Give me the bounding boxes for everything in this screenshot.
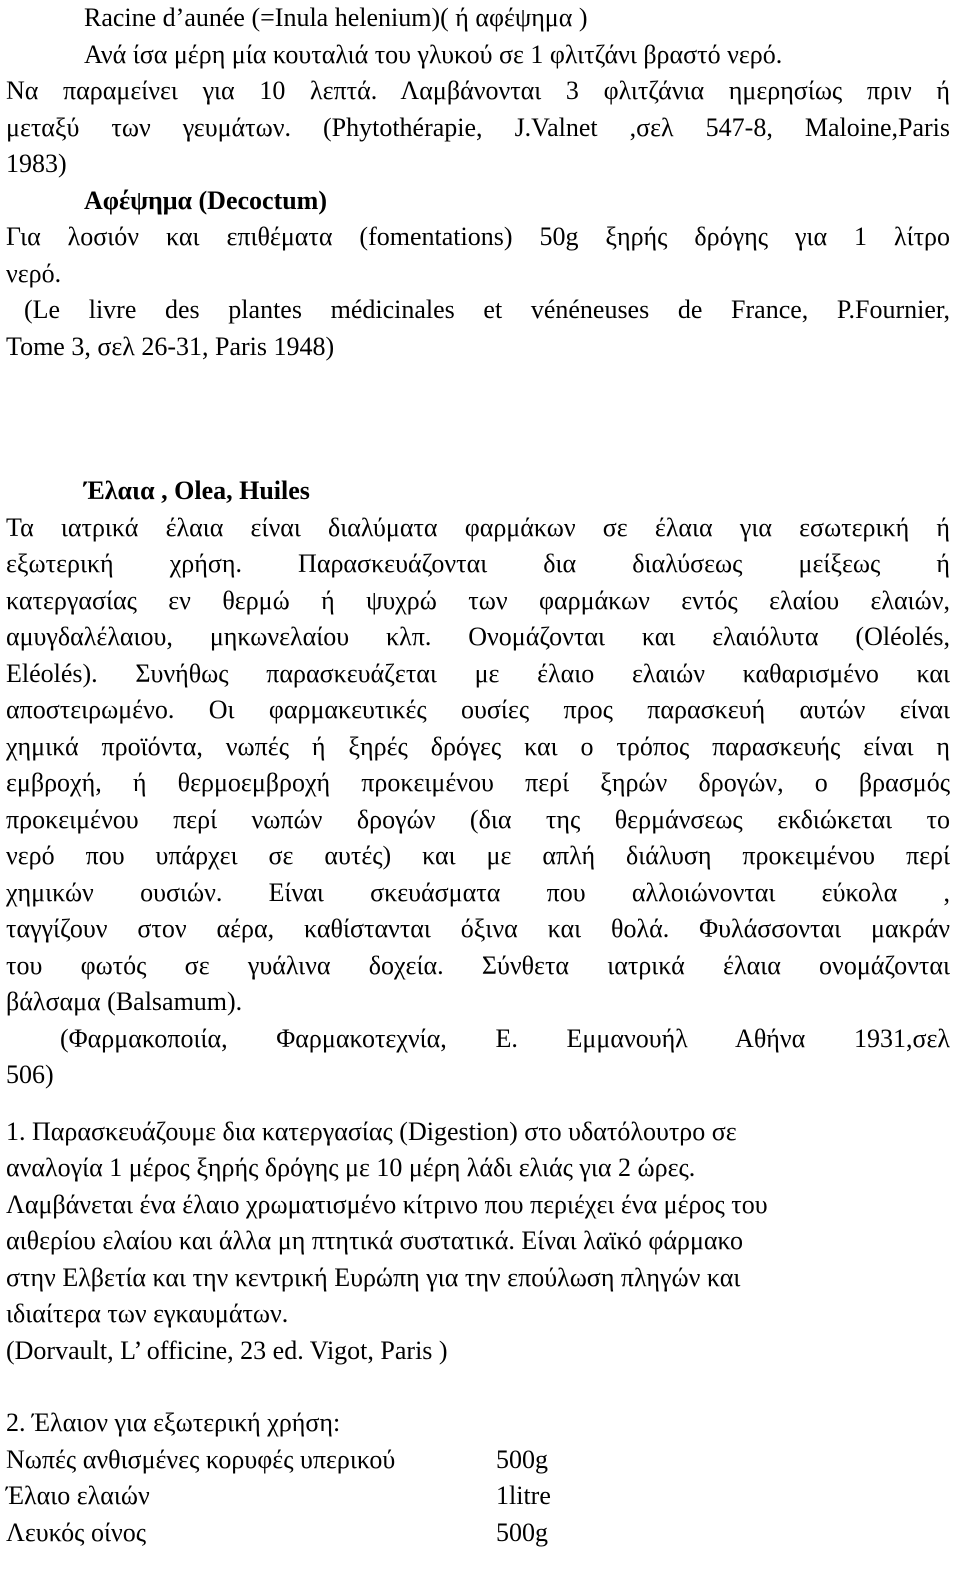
section2-line: (Le livre des plantes médicinales et vénéneuses de France, P.Fournier,: [24, 295, 950, 324]
section2-line: Tome 3, σελ 26-31, Paris 1948): [6, 331, 335, 361]
item1-line: αιθερίου ελαίου και άλλα μη πτητικά συστατικά. Είναι λαϊκό φάρμακο: [6, 1226, 744, 1255]
section1-line: Ανά ίσα μέρη μία κουταλιά του γλυκού σε 1 φλιτζάνι βραστό νερό.: [84, 39, 783, 69]
section3-line: εξωτερική χρήση. Παρασκευάζονται δια διαλύσεως μείξεως ή: [6, 549, 950, 578]
section3-title: Έλαια , Olea, Huiles: [84, 476, 310, 505]
section3-last-line: βάλσαμα (Balsamum).: [6, 987, 243, 1016]
ingredient-row: [6, 1442, 950, 1479]
section3-line: ταγγίζουν στον αέρα, καθίστανται όξινα και θολά. Φυλάσσονται μακράν: [6, 914, 950, 943]
ingredient-name: Νωπές ανθισμένες κορυφές υπερικού: [6, 1444, 396, 1474]
section2-line: Για λοσιόν και επιθέματα (fomentations) 50g ξηρής δρόγης για 1 λίτρο: [6, 222, 950, 251]
ingredient-qty: 500g: [496, 1444, 548, 1474]
section3-line: κατεργασίας εν θερμώ ή ψυχρώ των φαρμάκων εντός ελαίου ελαιών,: [6, 585, 950, 615]
ingredient-qty: 1litre: [496, 1481, 551, 1510]
section3-line: χημικών ουσιών. Είναι σκευάσματα που αλλοιώνονται εύκολα ,: [6, 877, 950, 907]
item2-title: 2. Έλαιον για εξωτερική χρήση:: [6, 1408, 341, 1437]
section1-heading: Racine d’aunée (=Inula helenium)( ή αφέψημα ): [84, 3, 588, 32]
ingredient-name: Λευκός οίνος: [6, 1517, 147, 1547]
section3-line: του φωτός σε γυάλινα δοχεία. Σύνθετα ιατρικά έλαια ονομάζονται: [6, 950, 950, 980]
document-page: [6, 0, 950, 1551]
section3-line: νερό που υπάρχει σε αυτές) και με απλή διάλυση προκειμένου περί: [6, 841, 950, 870]
section3-line: Eléolés). Συνήθως παρασκευάζεται με έλαιο ελαιών καθαρισμένο και: [6, 658, 950, 688]
section3-line: αμυγδαλέλαιου, μηκωνελαίου κλπ. Ονομάζονται και ελαιόλυτα (Oléolés,: [6, 622, 950, 651]
spacer: [6, 1094, 950, 1114]
section3-line: αποστειρωμένο. Οι φαρμακευτικές ουσίες προς παρασκευή αυτών είναι: [6, 695, 950, 724]
spacer: [6, 365, 950, 473]
item1-line: 1. Παρασκευάζουμε δια κατεργασίας (Digestion) στο υδατόλουτρο σε: [6, 1116, 737, 1146]
item1-line: στην Ελβετία και την κεντρική Ευρώπη για την επούλωση πληγών και: [6, 1262, 741, 1292]
ingredient-row: [6, 1478, 950, 1515]
item1-line: ιδιαίτερα των εγκαυμάτων.: [6, 1299, 289, 1328]
section1-line: μεταξύ των γευμάτων. (Phytothérapie, J.Valnet ,σελ 547-8, Maloine,Paris: [6, 112, 950, 142]
section3-line: εμβροχή, ή θερμοεμβροχή προκειμένου περί ξηρών δρογών, ο βρασμός: [6, 768, 950, 797]
section3-reference-end: 506): [6, 1060, 54, 1089]
ingredient-qty: 500g: [496, 1517, 548, 1547]
section1-line: 1983): [6, 149, 67, 178]
spacer: [6, 1369, 950, 1405]
section1-line: Να παραμείνει για 10 λεπτά. Λαμβάνονται 3 φλιτζάνια ημερησίως πριν ή: [6, 76, 950, 105]
item1-line: αναλογία 1 μέρος ξηρής δρόγης με 10 μέρη λάδι ελιάς για 2 ώρες.: [6, 1153, 696, 1182]
section3-line: χημικά προϊόντα, νωπές ή ξηρές δρόγες και ο τρόπος παρασκευής είναι η: [6, 731, 950, 761]
item1-line: Λαμβάνεται ένα έλαιο χρωματισμένο κίτρινο που περιέχει ένα μέρος του: [6, 1189, 768, 1219]
item1-reference: (Dorvault, L’ officine, 23 ed. Vigot, Paris ): [6, 1335, 448, 1365]
section2-line: νερό.: [6, 258, 62, 288]
ingredient-row: [6, 1515, 950, 1552]
section3-line: Τα ιατρικά έλαια είναι διαλύματα φαρμάκων σε έλαια για εσωτερική ή: [6, 512, 950, 542]
ingredient-name: Έλαιο ελαιών: [6, 1481, 150, 1510]
section3-reference: (Φαρμακοποιία, Φαρμακοτεχνία, Ε. Εμμανουήλ Αθήνα 1931,σελ: [60, 1023, 950, 1053]
section2-title: Αφέψημα (Decoctum): [84, 185, 328, 215]
section3-line: προκειμένου περί νωπών δρογών (δια της θερμάνσεως εκδιώκεται το: [6, 804, 950, 834]
